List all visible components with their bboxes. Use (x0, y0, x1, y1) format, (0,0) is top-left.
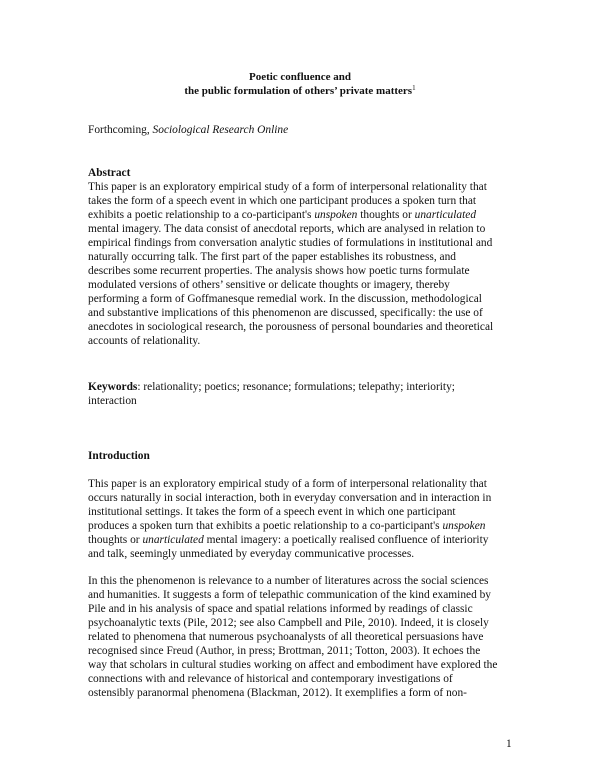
text-segment: occurs naturally in social interaction, both in everyday conversation and in interaction in (88, 492, 492, 504)
text-segment: naturally occurring talk. The first part of the paper establishes its robustness, and (88, 251, 456, 263)
journal-name: Sociological Research Online (152, 124, 289, 136)
text-segment: and humanities. It suggests a form of telepathic communication of the kind examined by (88, 589, 491, 601)
text-line (88, 616, 516, 630)
text-segment: takes the form of a speech event in which one participant produces a spoken turn that (88, 195, 477, 207)
text-segment: related to phenomena that numerous psychoanalysts of all theoretical persuasions have (88, 631, 484, 643)
text-line (88, 394, 516, 408)
text-segment: institutional settings. It takes the form of a speech event in which one participant (88, 506, 456, 518)
abstract-body (88, 180, 516, 348)
text-segment: This paper is an exploratory empirical study of a form of interpersonal relationality that (88, 478, 487, 490)
abstract-heading: Abstract (88, 167, 131, 179)
text-line (88, 644, 516, 658)
text-line (88, 180, 516, 194)
title-line-2-text: the public formulation of others’ private matters (184, 85, 413, 97)
text-line (88, 320, 516, 334)
introduction-paragraph-2 (88, 574, 516, 700)
introduction-paragraph-1 (88, 477, 516, 561)
text-line (88, 547, 516, 561)
text-segment: describes some recurrent properties. The analysis shows how poetic turns formulate (88, 265, 470, 277)
text-segment: empirical findings from conversation analytic studies of formulations in institutional and (88, 237, 493, 249)
text-segment: modulated versions of others’ sensitive or delicate thoughts or imagery, thereby (88, 279, 450, 291)
paper-title (0, 70, 600, 98)
keywords-text: : relationality; poetics; resonance; formulations; telepathy; interiority; (137, 381, 455, 393)
text-line (88, 505, 516, 519)
italic-text: unarticulated (142, 534, 204, 546)
text-line (88, 574, 516, 588)
text-line (88, 686, 516, 700)
title-line-1: Poetic confluence and (248, 71, 352, 83)
text-segment: recognised since Freud (Author, in press; Brottman, 2011; Totton, 2003). It echoes the (88, 645, 481, 657)
text-line (88, 250, 516, 264)
title-line-2 (0, 84, 600, 98)
text-segment: In this the phenomenon is relevance to a number of literatures across the social sciences (88, 575, 489, 587)
text-segment: and substantive implications of this phenomenon are discussed, specifically: the use of (88, 307, 483, 319)
text-segment: accounts of relationality. (88, 335, 201, 347)
text-line (88, 306, 516, 320)
text-line (88, 278, 516, 292)
text-line (88, 588, 516, 602)
text-line (88, 194, 516, 208)
text-segment: anecdotes in sociological research, the porousness of personal boundaries and theoretical (88, 321, 494, 333)
page-number: 1 (506, 738, 512, 750)
text-segment: Pile and in his analysis of space and spatial relations informed by readings of classic (88, 603, 473, 615)
text-line (88, 236, 516, 250)
text-line (88, 208, 516, 222)
text-line (88, 292, 516, 306)
text-segment: and talk, seemingly unmediated by everyday communicative processes. (88, 548, 415, 560)
text-segment: way that scholars in cultural studies working on affect and embodiment have explored the (88, 659, 498, 671)
forthcoming-prefix: Forthcoming, (88, 124, 153, 136)
text-line (88, 672, 516, 686)
text-segment: performing a form of Goffmanesque remedial work. In the discussion, methodological (88, 293, 482, 305)
text-segment: thoughts or (88, 534, 143, 546)
text-line (88, 380, 516, 394)
text-segment: exhibits a poetic relationship to a co-participant's (88, 209, 315, 221)
text-line (88, 630, 516, 644)
text-segment: thoughts or (357, 209, 415, 221)
introduction-heading: Introduction (88, 450, 150, 462)
text-line (88, 222, 516, 236)
text-line (88, 658, 516, 672)
text-line (88, 533, 516, 547)
italic-text: unspoken (442, 520, 486, 532)
text-segment: connections with and relevance of historical and contemporary investigations of (88, 673, 453, 685)
text-line (88, 477, 516, 491)
keywords-text: interaction (88, 395, 137, 407)
keywords-section (88, 380, 516, 408)
forthcoming-note (88, 123, 516, 137)
text-line (88, 264, 516, 278)
text-line (88, 334, 516, 348)
text-line (88, 491, 516, 505)
text-segment: mental imagery. The data consist of anecdotal reports, which are analysed in relation to (88, 223, 486, 235)
text-segment: psychoanalytic texts (Pile, 2012; see also Campbell and Pile, 2010). Indeed, it is closely (88, 617, 489, 629)
text-segment: This paper is an exploratory empirical study of a form of interpersonal relationality that (88, 181, 487, 193)
footnote-marker: 1 (412, 84, 416, 92)
text-segment: produces a spoken turn that exhibits a poetic relationship to a co-participant's (88, 520, 443, 532)
text-line (88, 602, 516, 616)
text-segment: ostensibly paranormal phenomena (Blackman, 2012). It exemplifies a form of non- (88, 687, 467, 699)
text-segment: mental imagery: a poetically realised confluence of interiority (203, 534, 489, 546)
italic-text: unarticulated (414, 209, 477, 221)
text-line (88, 519, 516, 533)
keywords-label: Keywords (88, 381, 138, 393)
italic-text: unspoken (314, 209, 358, 221)
